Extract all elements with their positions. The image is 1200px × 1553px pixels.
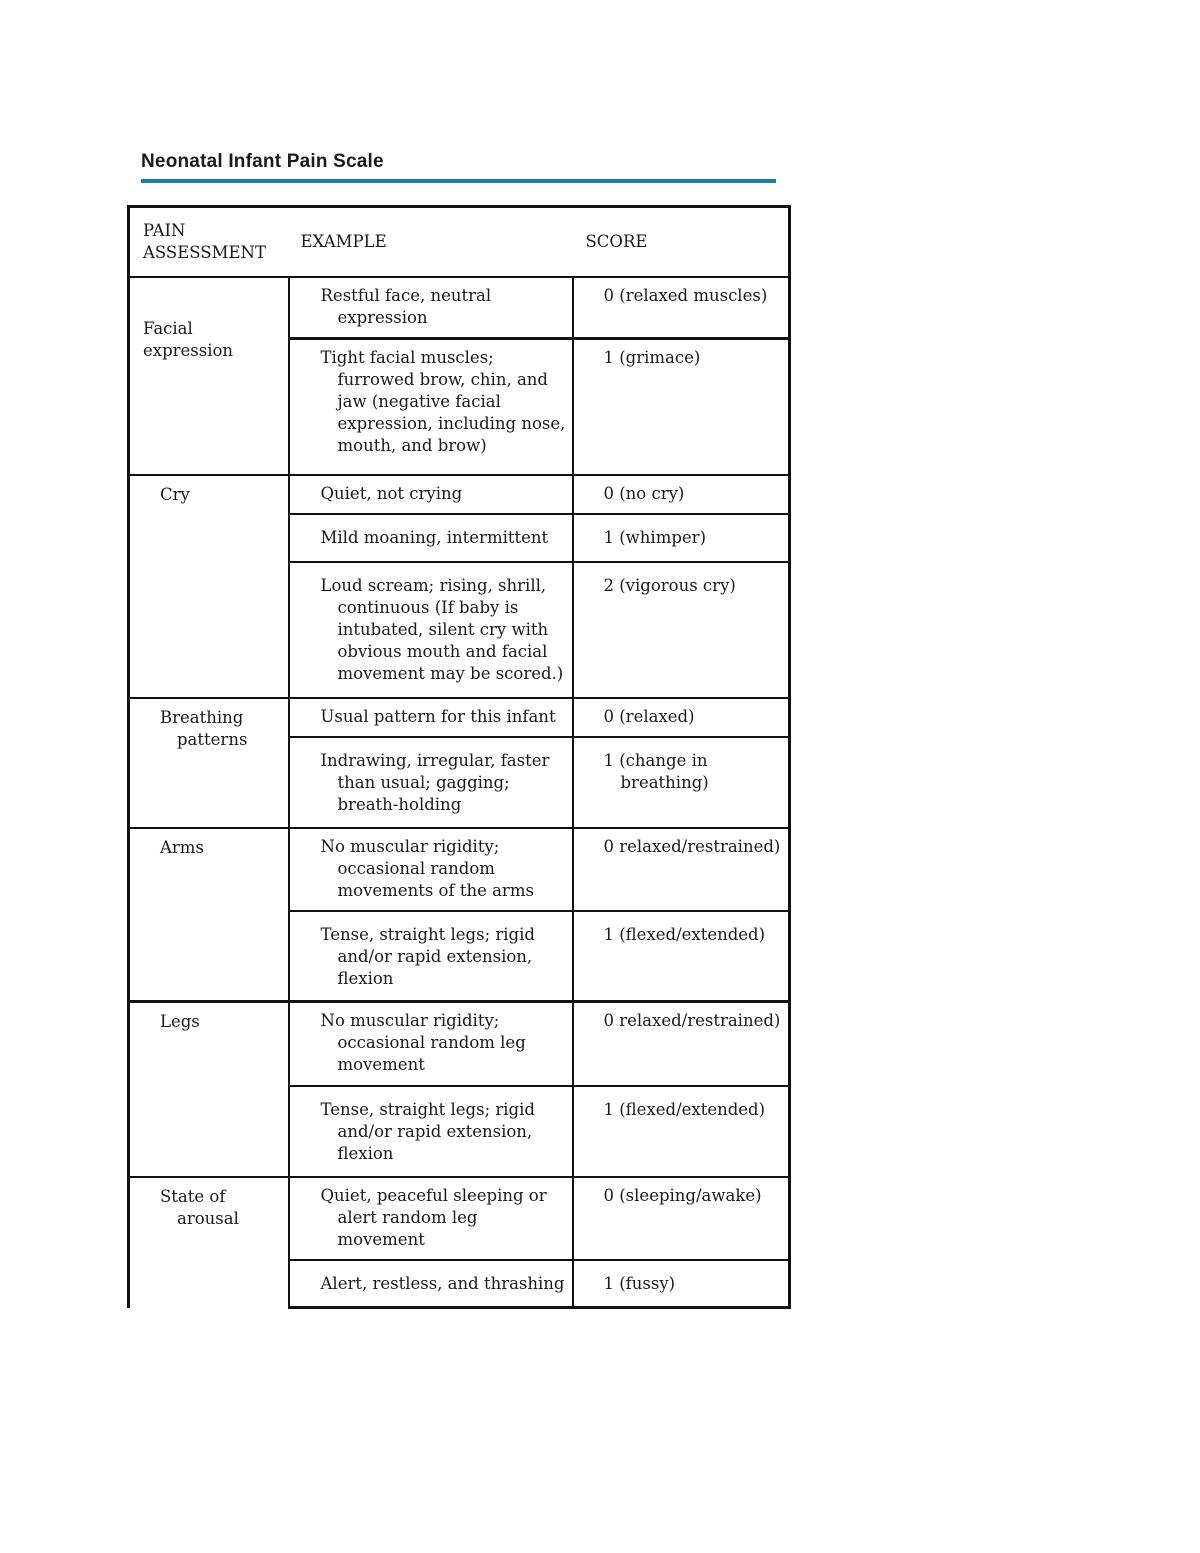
score-cell: 1 (whimper) — [573, 514, 790, 562]
example-cell: Tight facial muscles; furrowed brow, chin, and jaw (negative facial expression, including nose, mouth, and brow) — [289, 339, 573, 475]
example-cell: Quiet, peaceful sleeping or alert random leg movement — [289, 1177, 573, 1260]
category-cry: Cry — [129, 475, 289, 698]
score-cell: 0 relaxed/restrained) — [573, 1002, 790, 1086]
score-cell: 0 (sleeping/awake) — [573, 1177, 790, 1260]
header-row — [129, 207, 790, 278]
score-cell: 1 (fussy) — [573, 1260, 790, 1308]
score-cell: 0 (relaxed muscles) — [573, 277, 790, 339]
page-title: Neonatal Infant Pain Scale — [141, 151, 384, 172]
score-cell: 1 (flexed/extended) — [573, 911, 790, 1002]
example-cell: No muscular rigidity; occasional random movements of the arms — [289, 828, 573, 911]
table-row — [129, 1177, 790, 1260]
category-breathing-patterns: Breathing patterns — [129, 698, 289, 828]
example-cell: Alert, restless, and thrashing — [289, 1260, 573, 1308]
table-row — [129, 698, 790, 737]
category-state-of-arousal: State of arousal — [129, 1177, 289, 1308]
example-cell: Quiet, not crying — [289, 475, 573, 514]
table-row — [129, 1002, 790, 1086]
example-cell: Tense, straight legs; rigid and/or rapid extension, flexion — [289, 911, 573, 1002]
example-cell: Indrawing, irregular, faster than usual; gagging; breath-holding — [289, 737, 573, 828]
example-cell: Restful face, neutral expression — [289, 277, 573, 339]
header-score: SCORE — [573, 207, 790, 278]
header-pain-assessment: PAIN ASSESSMENT — [129, 207, 289, 278]
pain-scale-table — [127, 205, 791, 1309]
example-cell: Usual pattern for this infant — [289, 698, 573, 737]
table-row — [129, 475, 790, 514]
title-rule — [141, 179, 776, 183]
score-cell: 1 (flexed/extended) — [573, 1086, 790, 1177]
table-row — [129, 828, 790, 911]
example-cell: Loud scream; rising, shrill, continuous (If baby is intubated, silent cry with obvious mouth and facial movement may be scored.) — [289, 562, 573, 698]
score-cell: 0 relaxed/restrained) — [573, 828, 790, 911]
score-cell: 0 (no cry) — [573, 475, 790, 514]
score-cell: 1 (grimace) — [573, 339, 790, 475]
score-cell: 1 (change in breathing) — [573, 737, 790, 828]
category-legs: Legs — [129, 1002, 289, 1177]
example-cell: Tense, straight legs; rigid and/or rapid extension, flexion — [289, 1086, 573, 1177]
score-cell: 0 (relaxed) — [573, 698, 790, 737]
example-cell: Mild moaning, intermittent — [289, 514, 573, 562]
header-example: EXAMPLE — [289, 207, 573, 278]
category-arms: Arms — [129, 828, 289, 1002]
category-facial-expression: Facial expression — [129, 277, 289, 475]
example-cell: No muscular rigidity; occasional random leg movement — [289, 1002, 573, 1086]
table-row — [129, 277, 790, 339]
score-cell: 2 (vigorous cry) — [573, 562, 790, 698]
